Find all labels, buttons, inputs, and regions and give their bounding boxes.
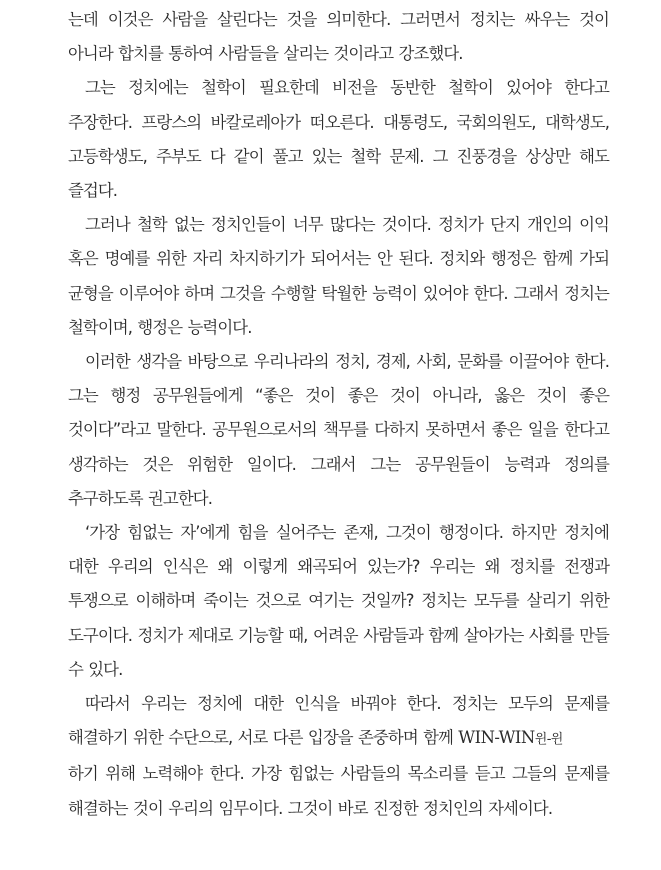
- paragraph-6: [68, 687, 609, 826]
- paragraph-1: 는데 이것은 사람을 살린다는 것을 의미한다. 그러면서 정치는 싸우는 것이 아니라 합치를 통하여 사람들을 살리는 것이라고 강조했다.: [68, 10, 609, 64]
- paragraph-4: 이러한 생각을 바탕으로 우리나라의 정치, 경제, 사회, 문화를 이끌어야 한다. 그는 행정 공무원들에게 “좋은 것이 좋은 것이 아니라, 옳은 것이 좋은 것이다”라고 말한다. 공무원으로서의 책무를 다하지 못하면서 좋은 일을 한다고 생각하는 것은 위험한 일이다. 그래서 그는 공무원들이 능력과 정의를 추구하도록 권고한다.: [68, 352, 609, 508]
- paragraph-6-text-before: 따라서 우리는 정치에 대한 인식을 바꿔야 한다. 정치는 모두의 문제를 해결하기 위한 수단으로, 서로 다른 입장을 존중하며 함께: [68, 694, 609, 748]
- win-win-term: WIN-WIN: [458, 728, 535, 748]
- paragraph-6-text-after: 하기 위해 노력해야 한다. 가장 힘없는 사람들의 목소리를 듣고 그들의 문제를 해결하는 것이 우리의 임무이다. 그것이 바로 진정한 정치인의 자세이다.: [68, 764, 609, 818]
- paragraph-5: ‘가장 힘없는 자’에게 힘을 실어주는 존재, 그것이 행정이다. 하지만 정치에 대한 우리의 인식은 왜 이렇게 왜곡되어 있는가? 우리는 왜 정치를 전쟁과 투쟁으로 이해하며 죽이는 것으로 여기는 것일까? 정치는 모두를 살리기 위한 도구이다. 정치가 제대로 기능할 때, 어려운 사람들과 함께 살아가는 사회를 만들 수 있다.: [68, 523, 609, 679]
- document-page: [68, 3, 609, 826]
- paragraph-2: 그는 정치에는 철학이 필요한데 비전을 동반한 철학이 있어야 한다고 주장한다. 프랑스의 바칼로레아가 떠오른다. 대통령도, 국회의원도, 대학생도, 고등학생도, 주부도 다 같이 풀고 있는 철학 문제. 그 진풍경을 상상만 해도 즐겁다.: [68, 78, 609, 201]
- paragraph-3: 그러나 철학 없는 정치인들이 너무 많다는 것이다. 정치가 단지 개인의 이익 혹은 명예를 위한 자리 차지하기가 되어서는 안 된다. 정치와 행정은 함께 가되 균형을 이루어야 하며 그것을 수행할 탁월한 능력이 있어야 한다. 그래서 정치는 철학이며, 행정은 능력이다.: [68, 215, 609, 337]
- win-win-gloss: 윈-윈: [534, 732, 563, 748]
